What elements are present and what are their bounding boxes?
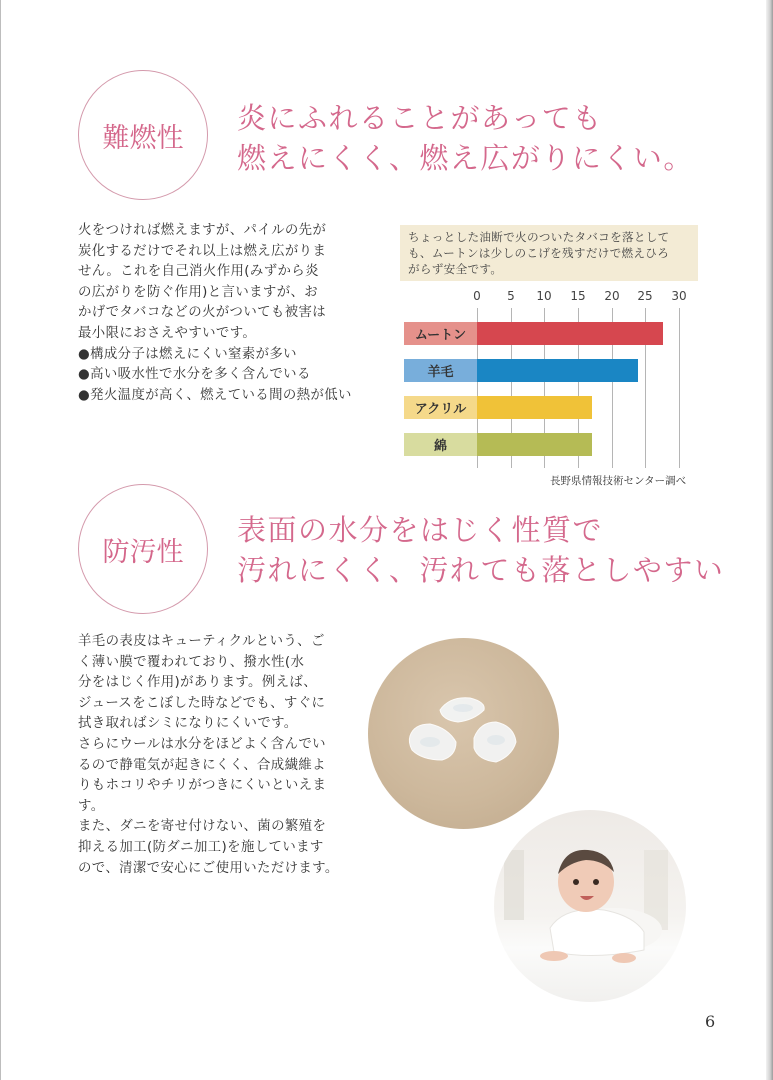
- body-text-stain-resistant: [78, 632, 339, 879]
- chart-note-line: がらず安全です。: [408, 262, 503, 276]
- x-tick-label: 25: [637, 289, 653, 303]
- water-droplets-icon: [368, 638, 559, 829]
- headline-flame-retardant: [237, 98, 694, 178]
- body-line: 火をつければ燃えますが、パイルの先が: [78, 223, 327, 238]
- body-line: 拭き取ればシミになりにくいです。: [78, 716, 298, 732]
- body-line: 炭化するだけでそれ以上は燃え広がりま: [78, 243, 327, 259]
- bullet-line: ●高い吸水性で水分を多く含んでいる: [78, 367, 311, 383]
- body-line: るので静電気が起きにくく、合成繊維よ: [78, 757, 326, 773]
- bar-label-mouton: ムートン: [404, 322, 477, 345]
- section-badge-stain-resistant: 防汚性: [78, 484, 208, 614]
- body-line: ので、清潔で安心にご使用いただけます。: [78, 860, 339, 876]
- body-text-flame-retardant: [78, 221, 352, 406]
- x-tick-label: 5: [507, 289, 515, 303]
- gridline: [679, 308, 680, 468]
- bar-label-acrylic: アクリル: [404, 396, 477, 419]
- chart-note-line: も、ムートンは少しのこげを残すだけで燃えひろ: [408, 246, 670, 260]
- body-line: せん。これを自己消火作用(みずから炎: [78, 264, 319, 280]
- body-line: す。: [78, 798, 105, 814]
- headline-line: 炎にふれることがあっても: [237, 101, 603, 135]
- chart-source: 長野県情報技術センター調べ: [550, 475, 687, 487]
- page-edge-right: [766, 0, 773, 1080]
- headline-line: 表面の水分をはじく性質で: [237, 513, 604, 547]
- body-line: かげでタバコなどの火がついても被害は: [78, 305, 327, 321]
- body-line: の広がりを防ぐ作用)と言いますが、お: [78, 284, 319, 300]
- bullet-line: ●構成分子は燃えにくい窒素が多い: [78, 346, 297, 362]
- bar-label-cotton: 綿: [404, 433, 477, 456]
- bar-label-wool: 羊毛: [404, 359, 477, 382]
- bar-wool: [477, 359, 638, 382]
- chart-note: [400, 225, 698, 281]
- body-line: ジュースをこぼした時などでも、すぐに: [78, 695, 326, 711]
- x-tick-label: 0: [473, 289, 481, 303]
- body-line: さらにウールは水分をほどよく含んでい: [78, 736, 326, 752]
- headline-stain-resistant: [237, 510, 724, 590]
- baby-crawling-image: [494, 810, 686, 1002]
- wool-water-droplets-image: [368, 638, 559, 829]
- page-number: 6: [705, 1012, 716, 1031]
- body-line: 抑える加工(防ダニ加工)を施しています: [78, 839, 324, 855]
- section-badge-flame-retardant: 難燃性: [78, 70, 208, 200]
- page-edge-left: [0, 0, 1, 1080]
- body-line: く薄い膜で覆われており、撥水性(水: [78, 654, 305, 670]
- bar-acrylic: [477, 396, 592, 419]
- baby-icon: [494, 810, 686, 1002]
- x-tick-label: 10: [536, 289, 552, 303]
- body-line: 分をはじく作用)があります。例えば、: [78, 675, 317, 691]
- headline-line: 汚れにくく、汚れても落としやすい: [237, 553, 725, 587]
- body-line: また、ダニを寄せ付けない、菌の繁殖を: [78, 819, 327, 835]
- body-line: 最小限におさえやすいです。: [78, 325, 257, 341]
- bullet-line: ●発火温度が高く、燃えている間の熱が低い: [78, 387, 352, 403]
- bar-cotton: [477, 433, 592, 456]
- bar-mouton: [477, 322, 663, 345]
- body-line: 羊毛の表皮はキューティクルという、ご: [78, 634, 325, 649]
- body-line: りもホコリやチリがつきにくいといえま: [78, 778, 327, 794]
- x-tick-label: 15: [570, 289, 586, 303]
- x-tick-label: 20: [604, 289, 620, 303]
- chart-note-line: ちょっとした油断で火のついたタバコを落として: [408, 230, 670, 244]
- headline-line: 燃えにくく、燃え広がりにくい。: [237, 141, 694, 175]
- x-tick-label: 30: [671, 289, 687, 303]
